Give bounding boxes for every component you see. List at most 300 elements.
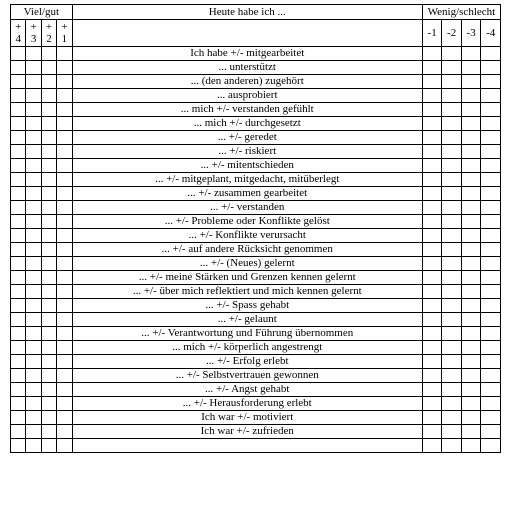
rating-cell[interactable] bbox=[11, 201, 26, 215]
rating-cell[interactable] bbox=[461, 327, 481, 341]
rating-cell[interactable] bbox=[57, 47, 72, 61]
rating-cell[interactable] bbox=[422, 285, 442, 299]
table-row bbox=[11, 299, 501, 313]
rating-cell[interactable] bbox=[461, 397, 481, 411]
rating-cell[interactable] bbox=[26, 257, 41, 271]
rating-cell[interactable] bbox=[442, 103, 462, 117]
rating-cell[interactable] bbox=[57, 229, 72, 243]
rating-cell[interactable] bbox=[481, 327, 501, 341]
rating-cell[interactable] bbox=[41, 201, 56, 215]
scale-minus-1: -1 bbox=[422, 20, 442, 47]
rating-cell[interactable] bbox=[422, 201, 442, 215]
rating-cell[interactable] bbox=[57, 89, 72, 103]
rating-cell[interactable] bbox=[11, 145, 26, 159]
rating-cell[interactable] bbox=[41, 75, 56, 89]
table-row bbox=[11, 103, 501, 117]
rating-cell[interactable] bbox=[422, 159, 442, 173]
rating-cell[interactable] bbox=[442, 285, 462, 299]
rating-cell[interactable] bbox=[11, 369, 26, 383]
rating-cell[interactable] bbox=[57, 271, 72, 285]
rating-cell[interactable] bbox=[26, 341, 41, 355]
table-row bbox=[11, 257, 501, 271]
rating-cell[interactable] bbox=[422, 369, 442, 383]
rating-cell[interactable] bbox=[26, 355, 41, 369]
rating-cell[interactable] bbox=[481, 159, 501, 173]
rating-cell[interactable] bbox=[481, 243, 501, 257]
statement-text: ... +/- mitentschieden bbox=[72, 159, 422, 173]
table-row bbox=[11, 201, 501, 215]
rating-cell[interactable] bbox=[57, 131, 72, 145]
scale-plus-3: + 3 bbox=[26, 20, 41, 47]
rating-cell[interactable] bbox=[461, 75, 481, 89]
rating-cell[interactable] bbox=[11, 425, 26, 439]
rating-cell[interactable] bbox=[422, 145, 442, 159]
rating-cell[interactable] bbox=[422, 411, 442, 425]
rating-cell[interactable] bbox=[461, 243, 481, 257]
scale-minus-4: -4 bbox=[481, 20, 501, 47]
rating-cell[interactable] bbox=[442, 439, 462, 453]
header-row bbox=[11, 5, 501, 20]
rating-cell[interactable] bbox=[442, 369, 462, 383]
rating-cell[interactable] bbox=[461, 187, 481, 201]
statement-text: ... mich +/- durchgesetzt bbox=[72, 117, 422, 131]
rating-cell[interactable] bbox=[461, 131, 481, 145]
rating-cell[interactable] bbox=[57, 187, 72, 201]
rating-cell[interactable] bbox=[461, 145, 481, 159]
rating-cell[interactable] bbox=[11, 411, 26, 425]
rating-cell[interactable] bbox=[442, 425, 462, 439]
rating-cell[interactable] bbox=[422, 299, 442, 313]
rating-cell[interactable] bbox=[461, 439, 481, 453]
rating-cell[interactable] bbox=[11, 355, 26, 369]
rating-cell[interactable] bbox=[481, 229, 501, 243]
table-row bbox=[11, 411, 501, 425]
table-row bbox=[11, 47, 501, 61]
rating-cell[interactable] bbox=[442, 131, 462, 145]
statement-text: ... +/- Konflikte verursacht bbox=[72, 229, 422, 243]
table-row bbox=[11, 159, 501, 173]
rating-cell[interactable] bbox=[442, 75, 462, 89]
rating-cell[interactable] bbox=[461, 117, 481, 131]
table-row bbox=[11, 271, 501, 285]
table-row bbox=[11, 425, 501, 439]
rating-cell[interactable] bbox=[11, 271, 26, 285]
main-column-blank bbox=[72, 20, 422, 47]
rating-cell[interactable] bbox=[41, 187, 56, 201]
rating-cell[interactable] bbox=[41, 145, 56, 159]
rating-cell[interactable] bbox=[422, 47, 442, 61]
rating-cell[interactable] bbox=[11, 215, 26, 229]
rating-cell[interactable] bbox=[57, 411, 72, 425]
rating-cell[interactable] bbox=[422, 103, 442, 117]
negative-scale-title: Wenig/schlecht bbox=[422, 5, 500, 20]
rating-cell[interactable] bbox=[57, 397, 72, 411]
rating-cell[interactable] bbox=[461, 215, 481, 229]
rating-cell[interactable] bbox=[57, 341, 72, 355]
rating-cell[interactable] bbox=[461, 61, 481, 75]
table-row bbox=[11, 61, 501, 75]
rating-cell[interactable] bbox=[11, 47, 26, 61]
table-row bbox=[11, 89, 501, 103]
rating-cell[interactable] bbox=[11, 243, 26, 257]
statement-text: Ich war +/- zufrieden bbox=[72, 425, 422, 439]
rating-cell[interactable] bbox=[442, 47, 462, 61]
rating-cell[interactable] bbox=[11, 75, 26, 89]
statement-text bbox=[72, 439, 422, 453]
rating-cell[interactable] bbox=[442, 327, 462, 341]
rating-cell[interactable] bbox=[41, 131, 56, 145]
rating-cell[interactable] bbox=[41, 215, 56, 229]
table-row bbox=[11, 397, 501, 411]
rating-cell[interactable] bbox=[11, 89, 26, 103]
rating-cell[interactable] bbox=[481, 89, 501, 103]
rating-cell[interactable] bbox=[26, 131, 41, 145]
rating-cell[interactable] bbox=[481, 285, 501, 299]
statement-text: ... unterstützt bbox=[72, 61, 422, 75]
table-row bbox=[11, 145, 501, 159]
rating-cell[interactable] bbox=[481, 47, 501, 61]
rating-cell[interactable] bbox=[442, 187, 462, 201]
rating-cell[interactable] bbox=[481, 215, 501, 229]
rating-cell[interactable] bbox=[26, 411, 41, 425]
rating-cell[interactable] bbox=[57, 61, 72, 75]
rating-cell[interactable] bbox=[26, 187, 41, 201]
rating-cell[interactable] bbox=[461, 383, 481, 397]
rating-cell[interactable] bbox=[461, 299, 481, 313]
statement-text: ... ausprobiert bbox=[72, 89, 422, 103]
rating-cell[interactable] bbox=[461, 103, 481, 117]
rating-cell[interactable] bbox=[422, 397, 442, 411]
rating-cell[interactable] bbox=[41, 89, 56, 103]
rating-cell[interactable] bbox=[41, 369, 56, 383]
rating-cell[interactable] bbox=[442, 201, 462, 215]
rating-cell[interactable] bbox=[442, 397, 462, 411]
rating-cell[interactable] bbox=[41, 425, 56, 439]
rating-cell[interactable] bbox=[442, 61, 462, 75]
rating-cell[interactable] bbox=[41, 61, 56, 75]
rating-cell[interactable] bbox=[422, 341, 442, 355]
scale-row bbox=[11, 20, 501, 47]
rating-cell[interactable] bbox=[442, 383, 462, 397]
rating-cell[interactable] bbox=[422, 187, 442, 201]
rating-cell[interactable] bbox=[41, 173, 56, 187]
rating-cell[interactable] bbox=[442, 243, 462, 257]
rating-cell[interactable] bbox=[461, 313, 481, 327]
rating-cell[interactable] bbox=[41, 327, 56, 341]
rating-cell[interactable] bbox=[41, 117, 56, 131]
rating-cell[interactable] bbox=[57, 313, 72, 327]
rating-cell[interactable] bbox=[11, 299, 26, 313]
rating-cell[interactable] bbox=[481, 299, 501, 313]
rating-cell[interactable] bbox=[461, 425, 481, 439]
rating-cell[interactable] bbox=[442, 229, 462, 243]
rating-cell[interactable] bbox=[442, 145, 462, 159]
rating-cell[interactable] bbox=[26, 397, 41, 411]
rating-cell[interactable] bbox=[57, 285, 72, 299]
rating-cell[interactable] bbox=[26, 159, 41, 173]
rating-cell[interactable] bbox=[57, 369, 72, 383]
statement-text: ... +/- verstanden bbox=[72, 201, 422, 215]
table-row bbox=[11, 229, 501, 243]
rating-cell[interactable] bbox=[57, 145, 72, 159]
rating-cell[interactable] bbox=[422, 215, 442, 229]
rating-cell[interactable] bbox=[41, 243, 56, 257]
rating-cell[interactable] bbox=[57, 173, 72, 187]
rating-cell[interactable] bbox=[11, 229, 26, 243]
rating-cell[interactable] bbox=[461, 159, 481, 173]
statement-text: ... +/- Herausforderung erlebt bbox=[72, 397, 422, 411]
rating-cell[interactable] bbox=[442, 159, 462, 173]
self-assessment-table bbox=[10, 4, 501, 453]
rating-cell[interactable] bbox=[481, 383, 501, 397]
rating-cell[interactable] bbox=[57, 425, 72, 439]
rating-cell[interactable] bbox=[57, 103, 72, 117]
rating-cell[interactable] bbox=[481, 145, 501, 159]
rating-cell[interactable] bbox=[57, 75, 72, 89]
rating-cell[interactable] bbox=[41, 285, 56, 299]
rating-cell[interactable] bbox=[26, 299, 41, 313]
rating-cell[interactable] bbox=[422, 131, 442, 145]
rating-cell[interactable] bbox=[481, 369, 501, 383]
statement-text: ... (den anderen) zugehört bbox=[72, 75, 422, 89]
rating-cell[interactable] bbox=[442, 341, 462, 355]
rating-cell[interactable] bbox=[41, 313, 56, 327]
rating-cell[interactable] bbox=[481, 103, 501, 117]
rating-cell[interactable] bbox=[461, 271, 481, 285]
rating-cell[interactable] bbox=[442, 299, 462, 313]
rating-cell[interactable] bbox=[481, 355, 501, 369]
statement-rows bbox=[11, 47, 501, 453]
rating-cell[interactable] bbox=[442, 215, 462, 229]
rating-cell[interactable] bbox=[461, 411, 481, 425]
statement-text: Ich habe +/- mitgearbeitet bbox=[72, 47, 422, 61]
rating-cell[interactable] bbox=[461, 89, 481, 103]
rating-cell[interactable] bbox=[26, 383, 41, 397]
rating-cell[interactable] bbox=[57, 299, 72, 313]
rating-cell[interactable] bbox=[422, 425, 442, 439]
scale-minus-3: -3 bbox=[461, 20, 481, 47]
statement-text: ... +/- Spass gehabt bbox=[72, 299, 422, 313]
rating-cell[interactable] bbox=[41, 411, 56, 425]
rating-cell[interactable] bbox=[461, 173, 481, 187]
statement-text: Ich war +/- motiviert bbox=[72, 411, 422, 425]
rating-cell[interactable] bbox=[26, 369, 41, 383]
rating-cell[interactable] bbox=[442, 411, 462, 425]
rating-cell[interactable] bbox=[26, 229, 41, 243]
rating-cell[interactable] bbox=[57, 439, 72, 453]
rating-cell[interactable] bbox=[481, 75, 501, 89]
table-row bbox=[11, 383, 501, 397]
rating-cell[interactable] bbox=[57, 201, 72, 215]
rating-cell[interactable] bbox=[481, 397, 501, 411]
rating-cell[interactable] bbox=[481, 271, 501, 285]
table-row bbox=[11, 243, 501, 257]
rating-cell[interactable] bbox=[422, 61, 442, 75]
scale-plus-1: + 1 bbox=[57, 20, 72, 47]
rating-cell[interactable] bbox=[422, 327, 442, 341]
rating-cell[interactable] bbox=[481, 61, 501, 75]
table-row bbox=[11, 313, 501, 327]
rating-cell[interactable] bbox=[422, 313, 442, 327]
rating-cell[interactable] bbox=[11, 341, 26, 355]
rating-cell[interactable] bbox=[26, 243, 41, 257]
statement-text: ... +/- Verantwortung und Führung übernommen bbox=[72, 327, 422, 341]
rating-cell[interactable] bbox=[11, 285, 26, 299]
rating-cell[interactable] bbox=[11, 187, 26, 201]
rating-cell[interactable] bbox=[26, 145, 41, 159]
rating-cell[interactable] bbox=[11, 117, 26, 131]
statement-text: ... +/- geredet bbox=[72, 131, 422, 145]
rating-cell[interactable] bbox=[26, 103, 41, 117]
rating-cell[interactable] bbox=[57, 327, 72, 341]
rating-cell[interactable] bbox=[57, 159, 72, 173]
rating-cell[interactable] bbox=[11, 131, 26, 145]
statement-text: ... +/- mitgeplant, mitgedacht, mitüberlegt bbox=[72, 173, 422, 187]
rating-cell[interactable] bbox=[11, 61, 26, 75]
rating-cell[interactable] bbox=[41, 47, 56, 61]
rating-cell[interactable] bbox=[481, 201, 501, 215]
rating-cell[interactable] bbox=[57, 355, 72, 369]
rating-cell[interactable] bbox=[26, 313, 41, 327]
scale-plus-2: + 2 bbox=[41, 20, 56, 47]
rating-cell[interactable] bbox=[26, 89, 41, 103]
rating-cell[interactable] bbox=[461, 355, 481, 369]
rating-cell[interactable] bbox=[422, 229, 442, 243]
statement-text: ... +/- zusammen gearbeitet bbox=[72, 187, 422, 201]
positive-scale-title: Viel/gut bbox=[11, 5, 73, 20]
rating-cell[interactable] bbox=[481, 439, 501, 453]
rating-cell[interactable] bbox=[422, 173, 442, 187]
table-row bbox=[11, 285, 501, 299]
rating-cell[interactable] bbox=[26, 439, 41, 453]
statement-text: ... mich +/- körperlich angestrengt bbox=[72, 341, 422, 355]
rating-cell[interactable] bbox=[11, 103, 26, 117]
rating-cell[interactable] bbox=[481, 313, 501, 327]
rating-cell[interactable] bbox=[422, 243, 442, 257]
rating-cell[interactable] bbox=[11, 313, 26, 327]
rating-cell[interactable] bbox=[11, 439, 26, 453]
rating-cell[interactable] bbox=[26, 75, 41, 89]
rating-cell[interactable] bbox=[11, 257, 26, 271]
table-row bbox=[11, 131, 501, 145]
rating-cell[interactable] bbox=[26, 285, 41, 299]
rating-cell[interactable] bbox=[422, 75, 442, 89]
table-row bbox=[11, 355, 501, 369]
statement-text: ... +/- über mich reflektiert und mich kennen gelernt bbox=[72, 285, 422, 299]
rating-cell[interactable] bbox=[481, 411, 501, 425]
rating-cell[interactable] bbox=[41, 383, 56, 397]
rating-cell[interactable] bbox=[461, 285, 481, 299]
rating-cell[interactable] bbox=[481, 341, 501, 355]
rating-cell[interactable] bbox=[41, 103, 56, 117]
statement-text: ... +/- riskiert bbox=[72, 145, 422, 159]
rating-cell[interactable] bbox=[461, 201, 481, 215]
rating-cell[interactable] bbox=[481, 131, 501, 145]
rating-cell[interactable] bbox=[442, 173, 462, 187]
rating-cell[interactable] bbox=[57, 257, 72, 271]
statement-text: ... +/- auf andere Rücksicht genommen bbox=[72, 243, 422, 257]
rating-cell[interactable] bbox=[11, 327, 26, 341]
table-row bbox=[11, 187, 501, 201]
rating-cell[interactable] bbox=[41, 355, 56, 369]
rating-cell[interactable] bbox=[11, 397, 26, 411]
statement-text: ... +/- meine Stärken und Grenzen kennen gelernt bbox=[72, 271, 422, 285]
rating-cell[interactable] bbox=[26, 173, 41, 187]
rating-cell[interactable] bbox=[11, 383, 26, 397]
table-row bbox=[11, 439, 501, 453]
rating-cell[interactable] bbox=[422, 271, 442, 285]
rating-cell[interactable] bbox=[41, 229, 56, 243]
rating-cell[interactable] bbox=[442, 313, 462, 327]
rating-cell[interactable] bbox=[442, 117, 462, 131]
rating-cell[interactable] bbox=[442, 89, 462, 103]
rating-cell[interactable] bbox=[57, 383, 72, 397]
rating-cell[interactable] bbox=[461, 369, 481, 383]
rating-cell[interactable] bbox=[422, 439, 442, 453]
rating-cell[interactable] bbox=[41, 439, 56, 453]
rating-cell[interactable] bbox=[461, 229, 481, 243]
rating-cell[interactable] bbox=[41, 299, 56, 313]
rating-cell[interactable] bbox=[422, 117, 442, 131]
rating-cell[interactable] bbox=[481, 257, 501, 271]
rating-cell[interactable] bbox=[442, 257, 462, 271]
rating-cell[interactable] bbox=[481, 187, 501, 201]
statement-text: ... +/- Erfolg erlebt bbox=[72, 355, 422, 369]
rating-cell[interactable] bbox=[26, 61, 41, 75]
rating-cell[interactable] bbox=[461, 341, 481, 355]
rating-cell[interactable] bbox=[26, 327, 41, 341]
rating-cell[interactable] bbox=[41, 397, 56, 411]
scale-plus-4: + 4 bbox=[11, 20, 26, 47]
rating-cell[interactable] bbox=[481, 117, 501, 131]
main-column-title: Heute habe ich ... bbox=[72, 5, 422, 20]
rating-cell[interactable] bbox=[26, 425, 41, 439]
rating-cell[interactable] bbox=[26, 47, 41, 61]
rating-cell[interactable] bbox=[57, 243, 72, 257]
rating-cell[interactable] bbox=[41, 271, 56, 285]
rating-cell[interactable] bbox=[422, 257, 442, 271]
statement-text: ... +/- Selbstvertrauen gewonnen bbox=[72, 369, 422, 383]
table-row bbox=[11, 75, 501, 89]
rating-cell[interactable] bbox=[57, 215, 72, 229]
rating-cell[interactable] bbox=[422, 355, 442, 369]
statement-text: ... mich +/- verstanden gefühlt bbox=[72, 103, 422, 117]
rating-cell[interactable] bbox=[41, 341, 56, 355]
rating-cell[interactable] bbox=[26, 271, 41, 285]
rating-cell[interactable] bbox=[422, 383, 442, 397]
table-row bbox=[11, 173, 501, 187]
rating-cell[interactable] bbox=[41, 159, 56, 173]
rating-cell[interactable] bbox=[442, 271, 462, 285]
rating-cell[interactable] bbox=[26, 201, 41, 215]
rating-cell[interactable] bbox=[57, 117, 72, 131]
rating-cell[interactable] bbox=[26, 117, 41, 131]
rating-cell[interactable] bbox=[41, 257, 56, 271]
rating-cell[interactable] bbox=[26, 215, 41, 229]
table-row bbox=[11, 117, 501, 131]
rating-cell[interactable] bbox=[461, 257, 481, 271]
table-row bbox=[11, 327, 501, 341]
rating-cell[interactable] bbox=[11, 159, 26, 173]
table-row bbox=[11, 341, 501, 355]
rating-cell[interactable] bbox=[481, 425, 501, 439]
rating-cell[interactable] bbox=[442, 355, 462, 369]
rating-cell[interactable] bbox=[481, 173, 501, 187]
table-row bbox=[11, 215, 501, 229]
rating-cell[interactable] bbox=[422, 89, 442, 103]
rating-cell[interactable] bbox=[461, 47, 481, 61]
rating-cell[interactable] bbox=[11, 173, 26, 187]
